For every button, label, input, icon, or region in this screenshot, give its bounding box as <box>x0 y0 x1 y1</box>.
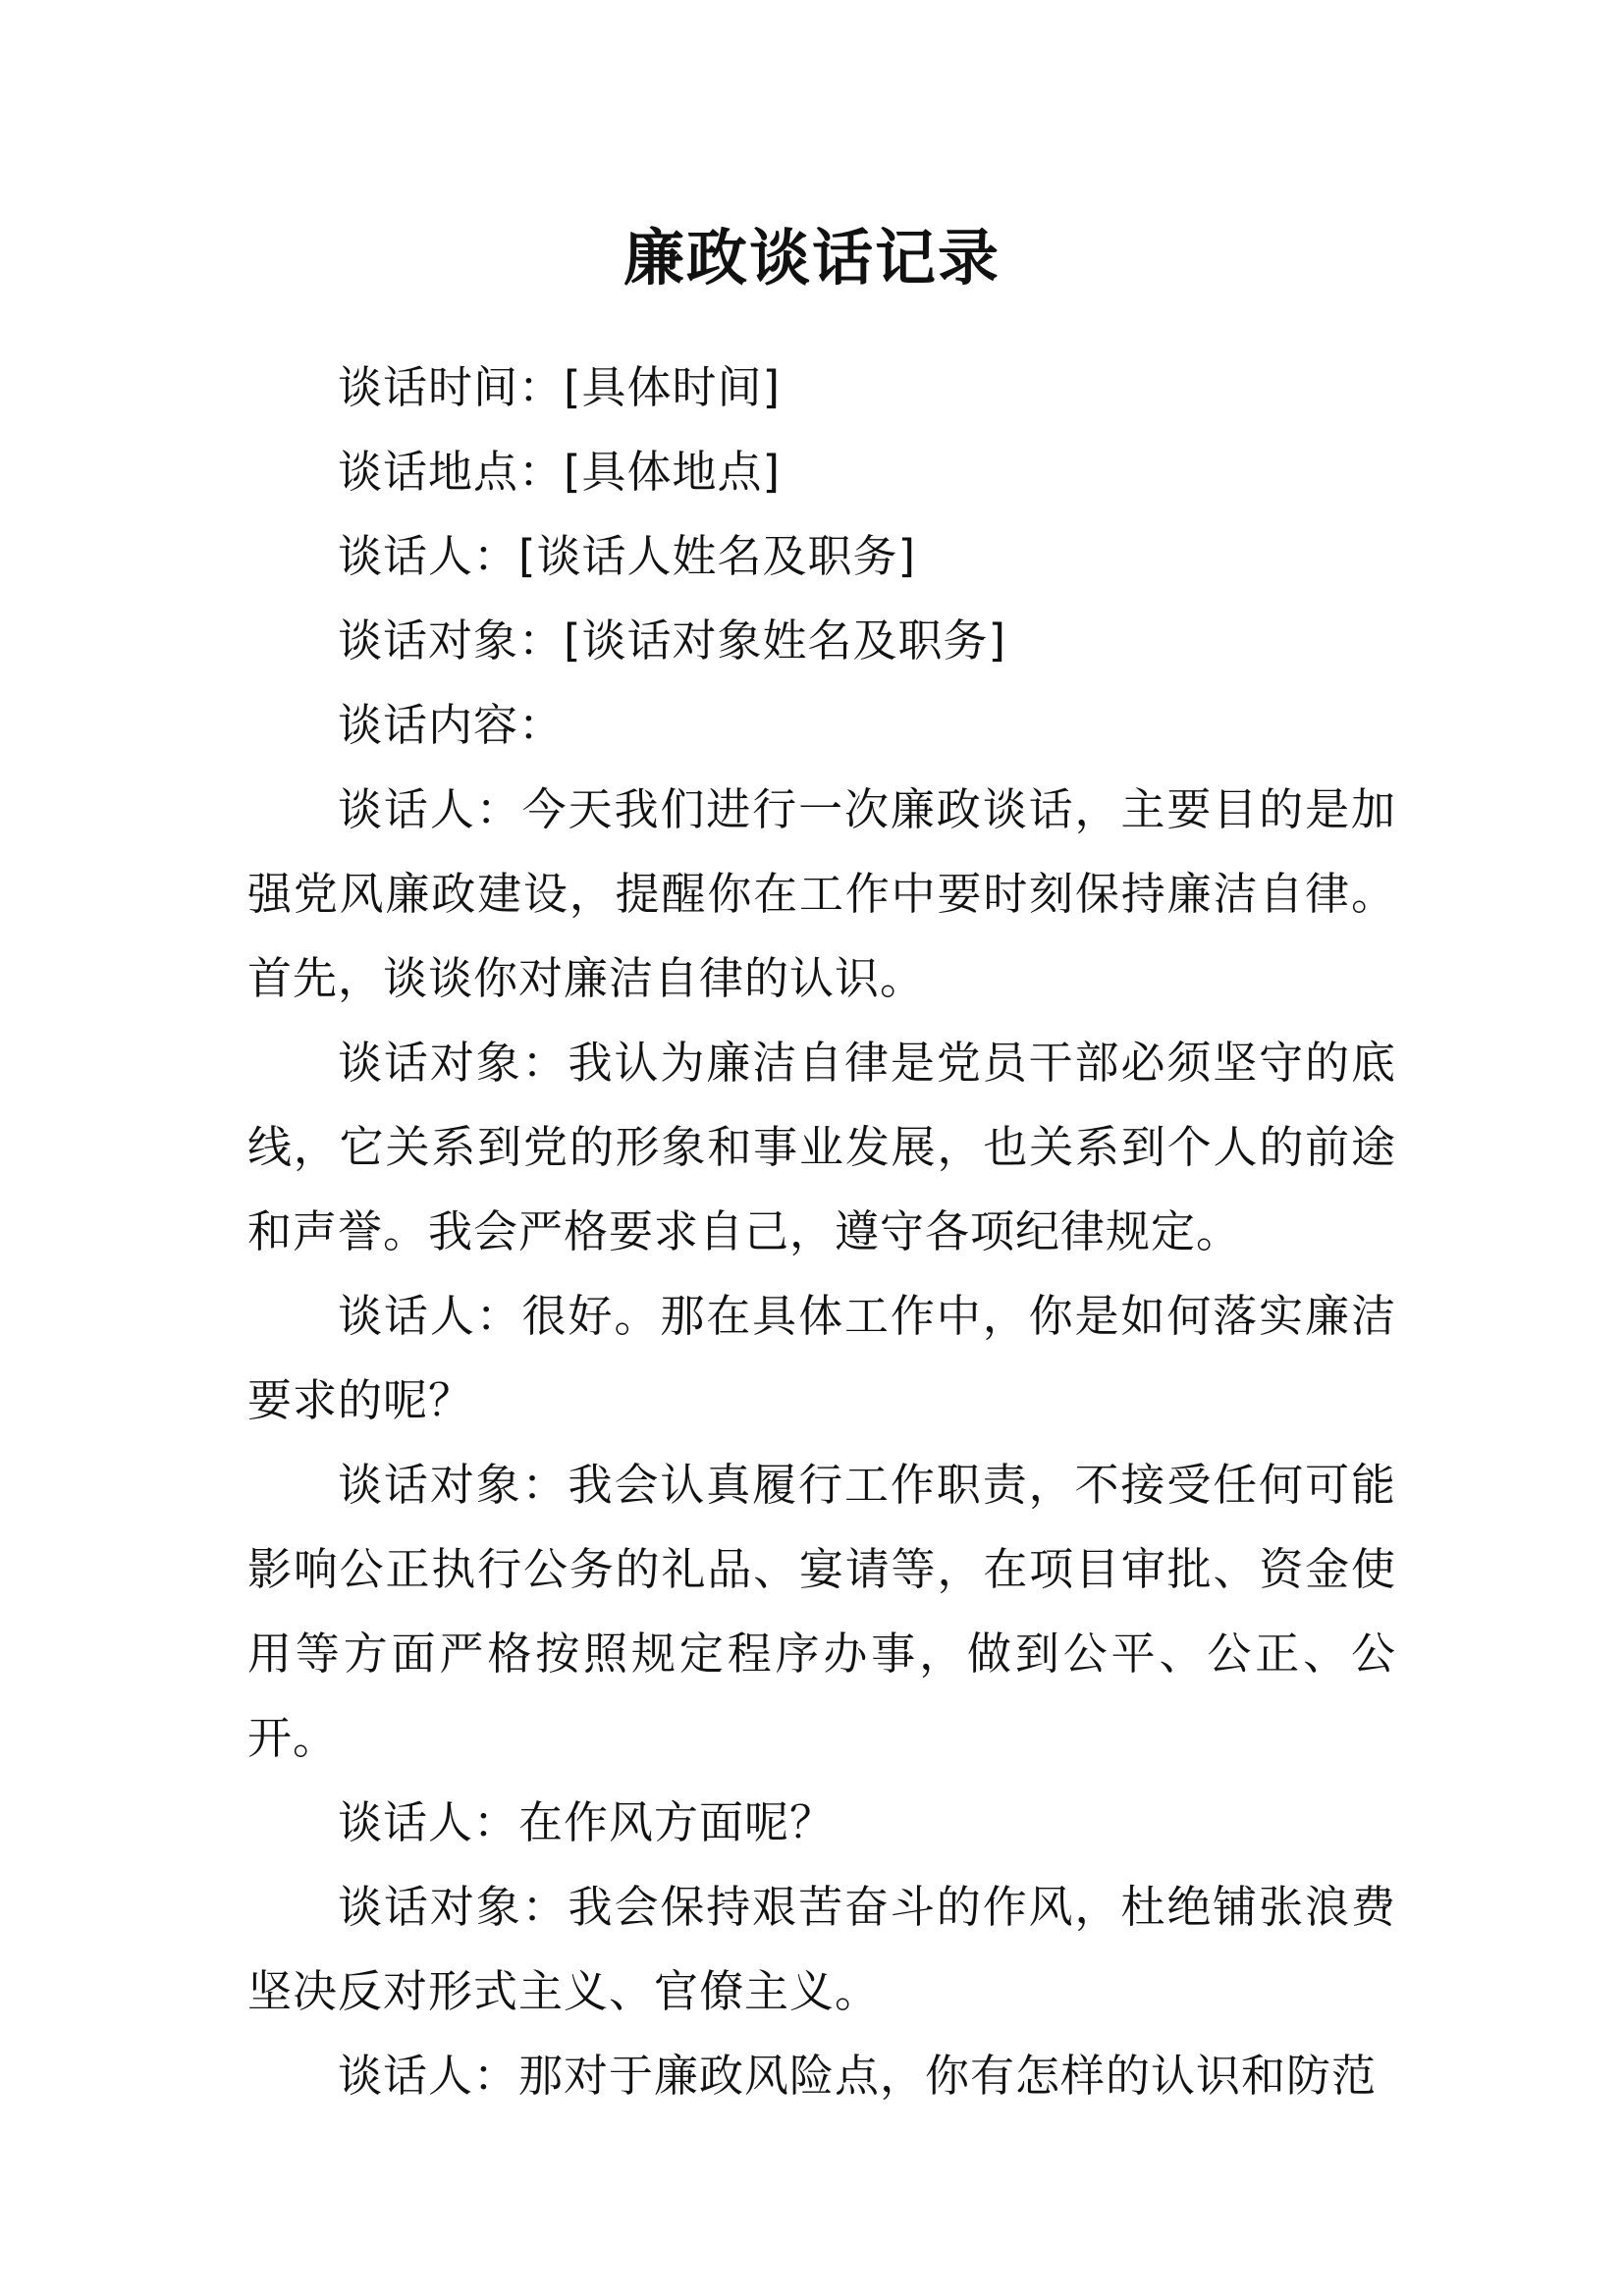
dialogue-paragraph: 谈话人：在作风方面呢？ <box>338 1796 836 1848</box>
content-label: 谈话内容： <box>338 699 565 751</box>
meta-place: 谈话地点：[具体地点] <box>338 446 782 498</box>
dialogue-paragraph: 谈话对象：我认为廉洁自律是党员干部必须坚守的底线，它关系到党的形象和事业发展，也关系到个人的前途和声誉。我会严格要求自己，遵守各项纪律规定。 <box>247 1037 1396 1257</box>
meta-time: 谈话时间：[具体时间] <box>338 361 782 413</box>
meta-interviewer: 谈话人：[谈话人姓名及职务] <box>338 530 917 582</box>
meta-interviewee: 谈话对象：[谈话对象姓名及职务] <box>338 614 1007 667</box>
dialogue-paragraph: 谈话人：很好。那在具体工作中，你是如何落实廉洁要求的呢？ <box>247 1290 1396 1426</box>
document-title: 廉政谈话记录 <box>623 222 1001 294</box>
document-body <box>247 346 1396 2118</box>
dialogue-paragraph: 谈话对象：我会保持艰苦奋斗的作风，杜绝铺张浪费坚决反对形式主义、官僚主义。 <box>247 1881 1396 2017</box>
dialogue-paragraph: 谈话人：今天我们进行一次廉政谈话，主要目的是加强党风廉政建设，提醒你在工作中要时刻保持廉洁自律。首先，谈谈你对廉洁自律的认识。 <box>247 783 1396 1004</box>
dialogue-paragraph: 谈话人：那对于廉政风险点，你有怎样的认识和防范 <box>338 2050 1378 2102</box>
dialogue-paragraph: 谈话对象：我会认真履行工作职责，不接受任何可能影响公正执行公务的礼品、宴请等，在项目审批、资金使用等方面严格按照规定程序办事，做到公平、公正、公开。 <box>247 1459 1396 1764</box>
